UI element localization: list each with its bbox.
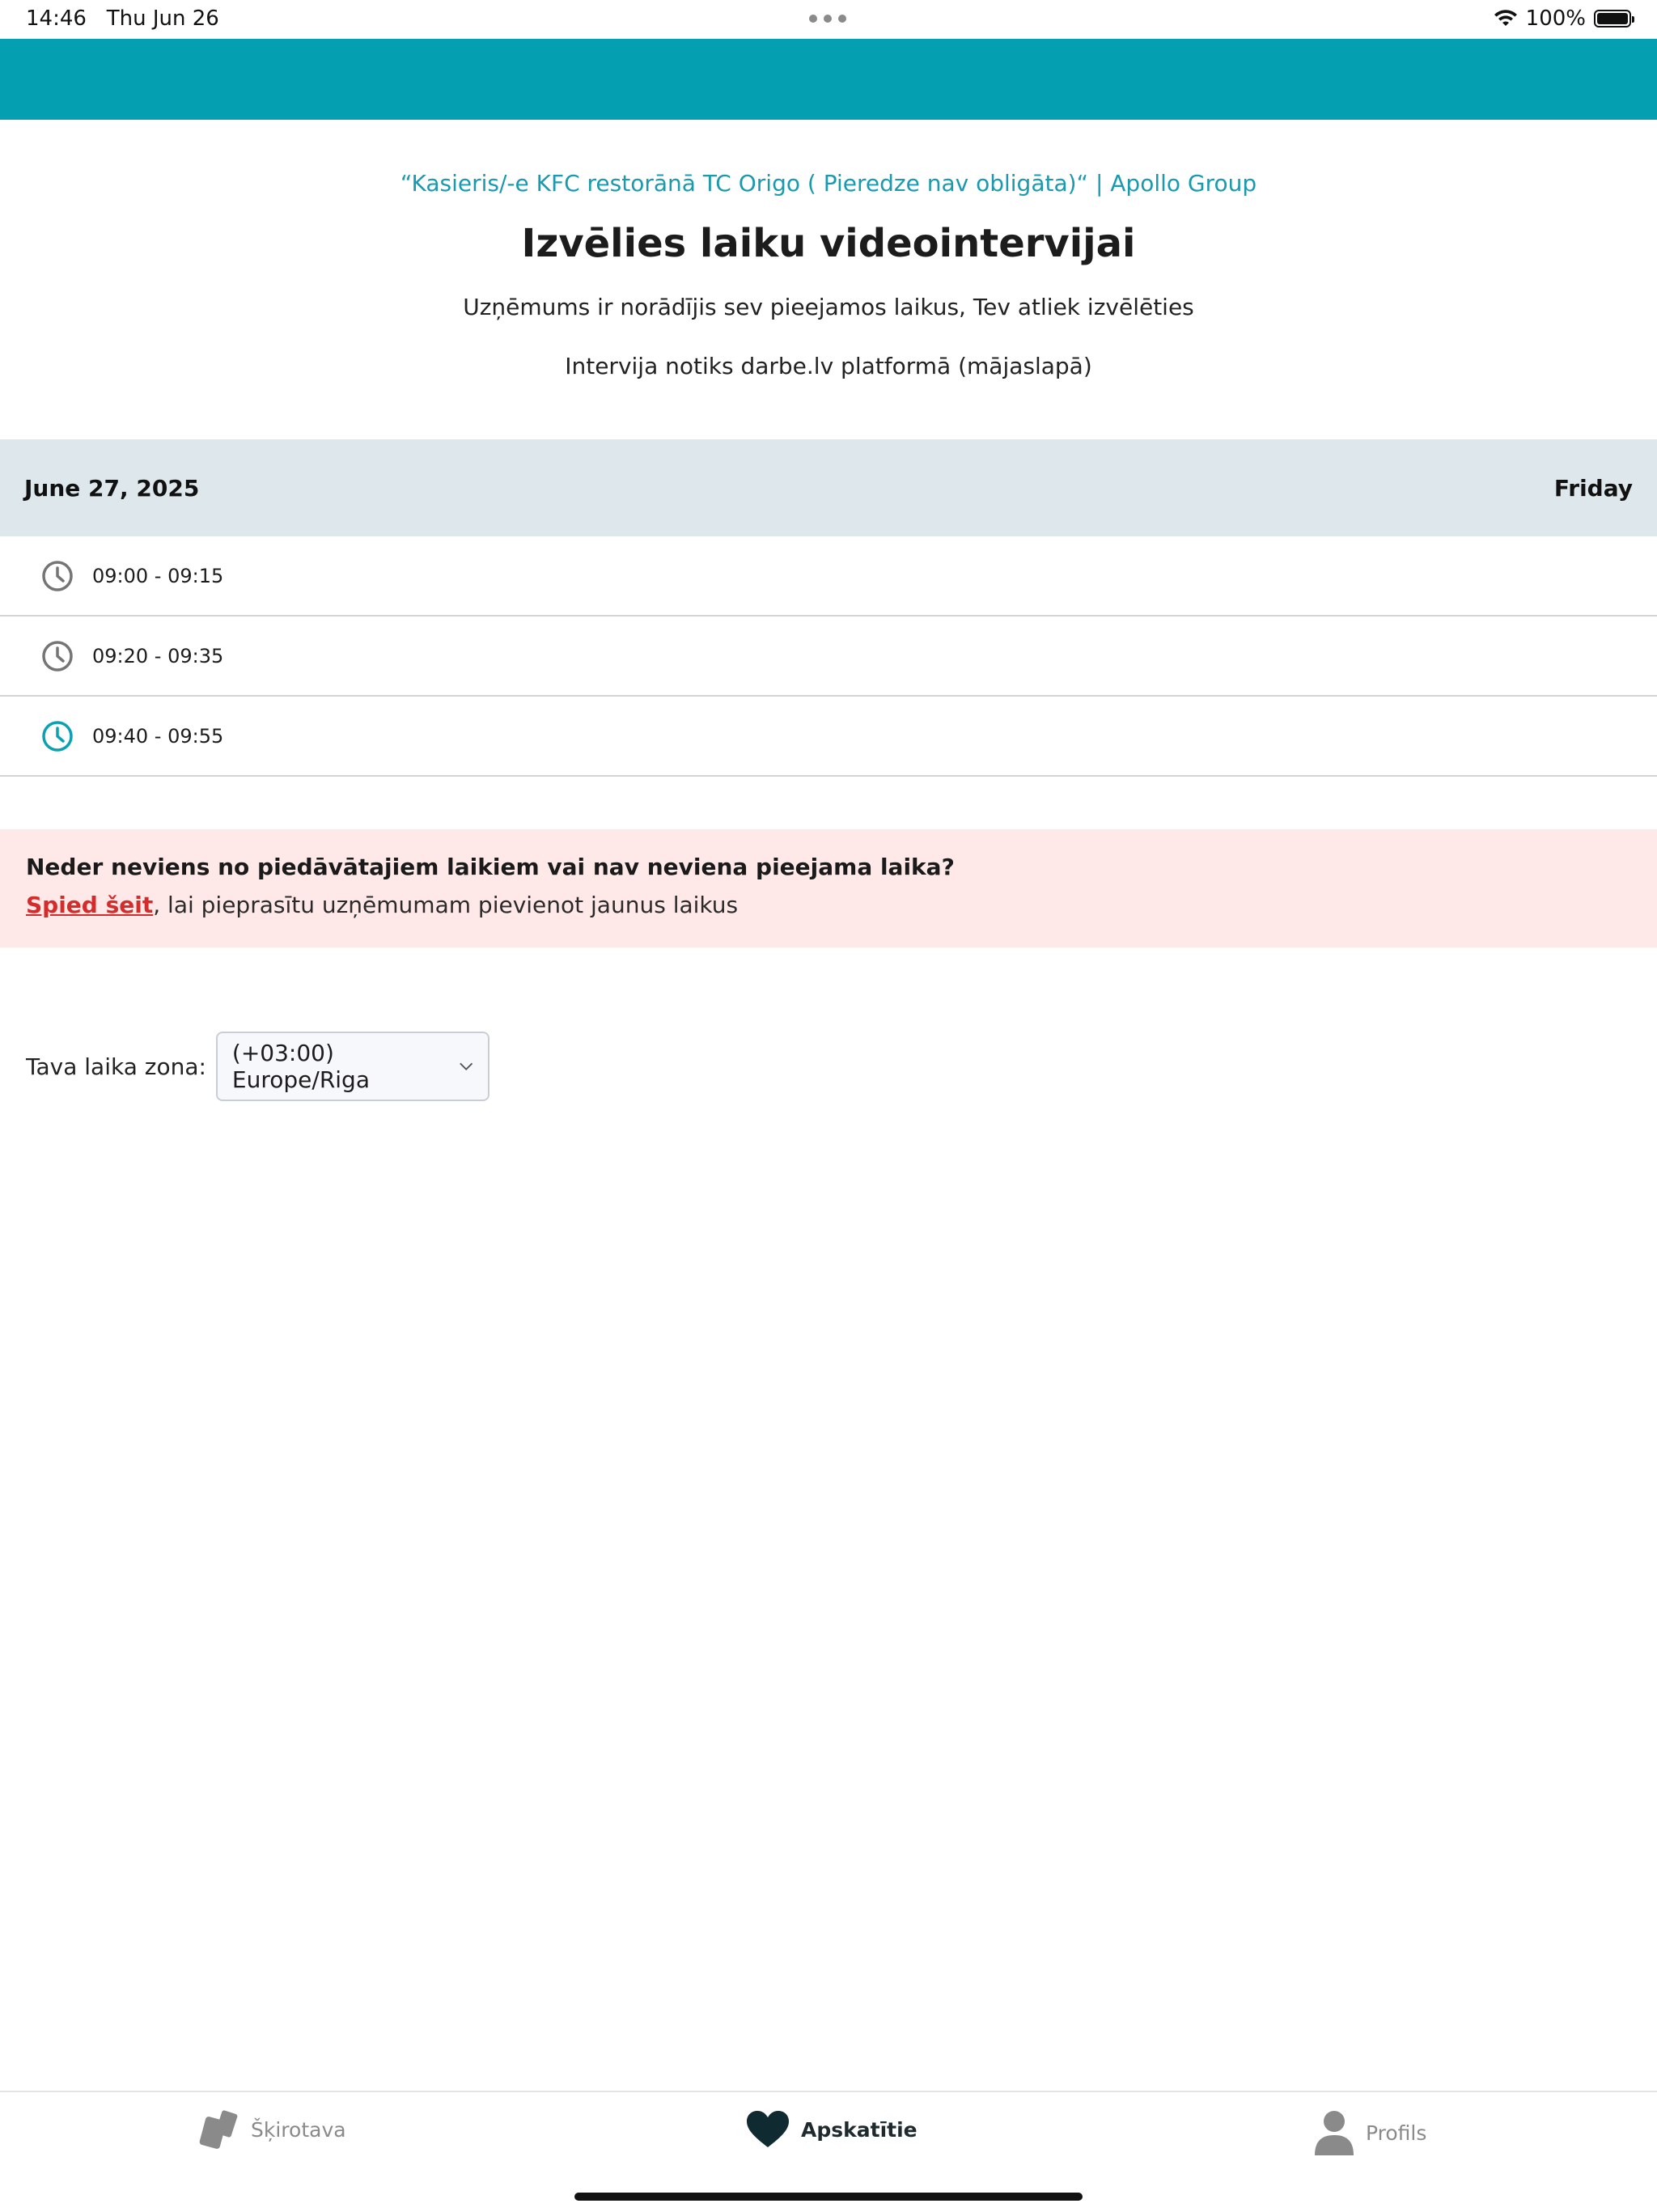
- page-subtitle: Uzņēmums ir norādījis sev pieejamos laikus, Tev atliek izvēlēties: [463, 294, 1194, 320]
- time-slot[interactable]: [0, 617, 1657, 697]
- time-slot-label: 09:40 - 09:55: [92, 724, 224, 748]
- notice-text: [26, 892, 1631, 918]
- job-title-link[interactable]: “Kasieris/-e KFC restorānā TC Origo ( Pieredze nav obligāta)“ | Apollo Group: [400, 170, 1257, 197]
- cards-icon: [197, 2110, 239, 2149]
- status-clock: 14:46: [26, 6, 87, 31]
- page-header: [0, 120, 1657, 379]
- top-app-bar: [0, 39, 1657, 120]
- tab-skirotava[interactable]: [197, 2110, 346, 2149]
- page-subtitle-platform: Intervija notiks darbe.lv platformā (mājaslapā): [565, 353, 1092, 379]
- timezone-value: (+03:00) Europe/Riga: [231, 1040, 370, 1093]
- chevron-down-icon: [459, 1062, 473, 1071]
- notice-title: Neder neviens no piedāvātajiem laikiem vai nav neviena pieejama laika?: [26, 854, 955, 880]
- battery-icon: [1594, 10, 1631, 28]
- status-date: Thu Jun 26: [106, 6, 219, 31]
- heart-icon: [746, 2110, 790, 2149]
- request-new-times-link[interactable]: Spied šeit: [26, 892, 154, 918]
- multitasking-dots-icon[interactable]: [809, 15, 846, 23]
- clock-icon: [40, 559, 74, 593]
- clock-icon: [40, 639, 74, 673]
- battery-percent: 100%: [1525, 6, 1586, 31]
- tab-profils-label: Profils: [1366, 2121, 1427, 2145]
- notice-rest: , lai pieprasītu uzņēmumam pievienot jaunus laikus: [153, 892, 739, 918]
- time-slot[interactable]: [0, 536, 1657, 617]
- tab-apskatitie[interactable]: [746, 2110, 917, 2149]
- bottom-tab-bar: [0, 2091, 1657, 2212]
- home-indicator[interactable]: [574, 2193, 1083, 2201]
- timezone-label: Tava laika zona:: [26, 1053, 206, 1080]
- no-suitable-time-notice: [0, 829, 1657, 947]
- time-slot-label: 09:00 - 09:15: [92, 564, 224, 587]
- time-slot[interactable]: [0, 697, 1657, 777]
- status-bar: [0, 0, 1657, 39]
- tab-profils[interactable]: [1314, 2110, 1426, 2155]
- tab-skirotava-label: Šķirotava: [251, 2117, 346, 2142]
- status-right: [1494, 6, 1631, 31]
- status-time: [26, 6, 219, 31]
- timezone-row: [26, 1032, 489, 1101]
- tab-apskatitie-label: Apskatītie: [801, 2117, 917, 2142]
- timezone-select[interactable]: [216, 1032, 489, 1101]
- page-title: Izvēlies laiku videointervijai: [521, 221, 1136, 266]
- date-header: [0, 439, 1657, 536]
- time-slot-list: [0, 536, 1657, 777]
- wifi-icon: [1494, 10, 1518, 28]
- time-slot-label: 09:20 - 09:35: [92, 644, 224, 667]
- weekday-label: Friday: [1553, 474, 1633, 502]
- profile-icon: [1314, 2110, 1354, 2155]
- clock-icon: [40, 719, 74, 753]
- date-label: June 27, 2025: [24, 474, 200, 502]
